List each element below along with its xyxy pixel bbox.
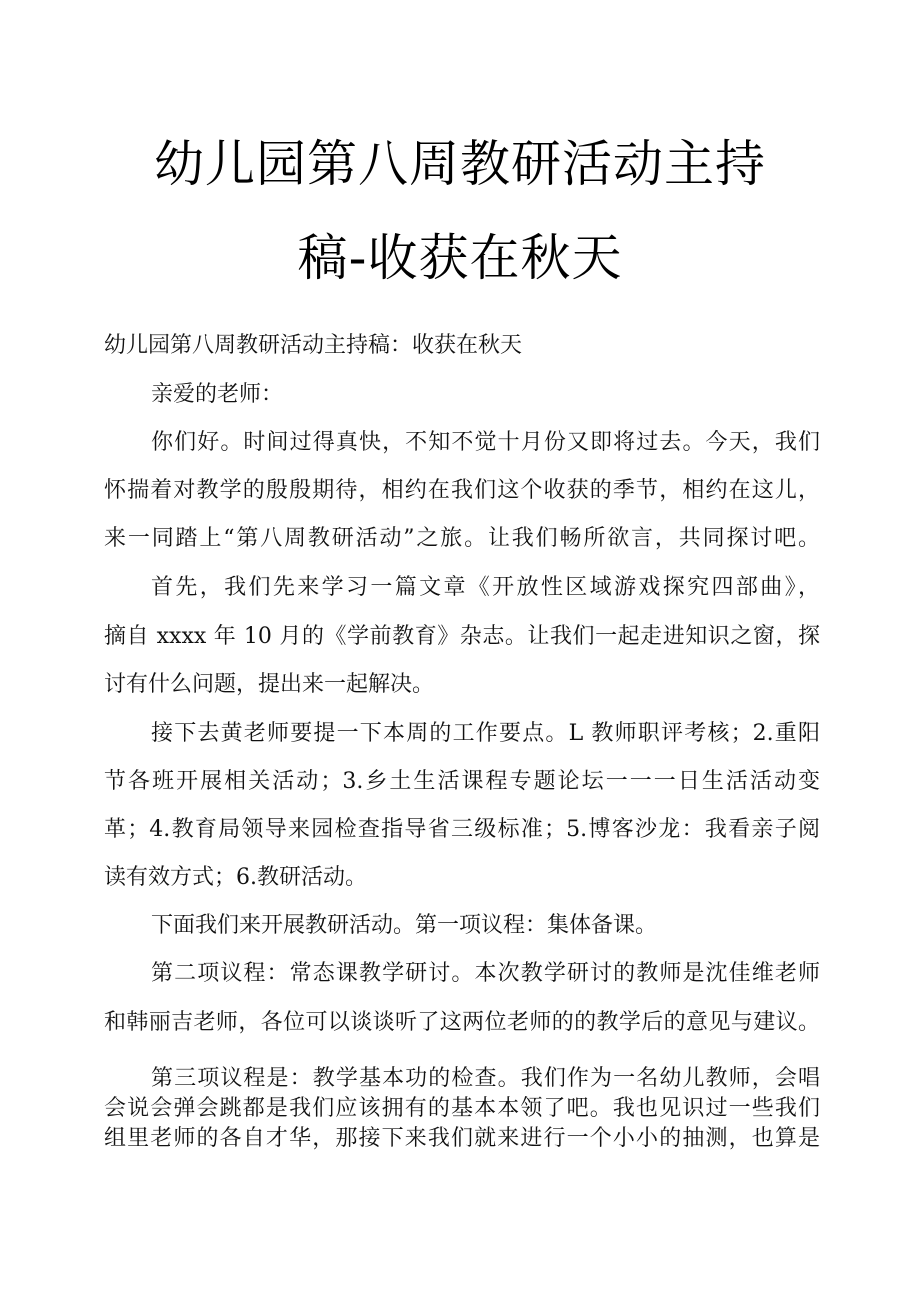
paragraph-3-line-3: 革；4.教育局领导来园检查指导省三级标准；5.博客沙龙：我看亲子阅 bbox=[104, 817, 820, 842]
document-title-line-1: 幼儿园第八周教研活动主持 bbox=[154, 135, 766, 193]
paragraph-3-line-4: 读有效方式；6.教研活动。 bbox=[104, 865, 367, 890]
paragraph-5-line-2: 和韩丽吉老师，各位可以谈谈听了这两位老师的的教学后的意见与建议。 bbox=[104, 1010, 820, 1035]
paragraph-4-line-1: 下面我们来开展教研活动。第一项议程：集体备课。 bbox=[151, 913, 658, 938]
paragraph-2-line-1: 首先，我们先来学习一篇文章《开放性区域游戏探究四部曲》， bbox=[151, 575, 820, 600]
paragraph-1-line-3: 来一同踏上“第八周教研活动”之旅。让我们畅所欲言，共同探讨吧。 bbox=[104, 526, 820, 551]
document-title-line-2: 稿-收获在秋天 bbox=[297, 229, 623, 287]
paragraph-5-line-1: 第二项议程：常态课教学研讨。本次教学研讨的教师是沈佳维老师 bbox=[151, 961, 820, 986]
paragraph-3-line-2: 节各班开展相关活动；3.乡土生活课程专题论坛一一一日生活活动变 bbox=[104, 769, 820, 794]
document-subtitle: 幼儿园第八周教研活动主持稿：收获在秋天 bbox=[104, 333, 523, 358]
paragraph-3-line-1: 接下去黄老师要提一下本周的工作要点。L 教师职评考核；2.重阳 bbox=[151, 721, 820, 746]
paragraph-2-line-2: 摘自 xxxx 年 10 月的《学前教育》杂志。让我们一起走进知识之窗，探 bbox=[104, 624, 820, 649]
paragraph-6-line-3: 组里老师的各自才华，那接下来我们就来进行一个小小的抽测，也算是 bbox=[104, 1126, 820, 1151]
paragraph-6-line-1: 第三项议程是：教学基本功的检查。我们作为一名幼儿教师，会唱 bbox=[151, 1066, 820, 1091]
paragraph-1-line-1: 你们好。时间过得真快，不知不觉十月份又即将过去。今天，我们 bbox=[151, 430, 820, 455]
paragraph-2-line-3: 讨有什么问题，提出来一起解决。 bbox=[104, 672, 435, 697]
paragraph-6-line-2: 会说会弹会跳都是我们应该拥有的基本本领了吧。我也见识过一些我们 bbox=[104, 1096, 820, 1121]
greeting: 亲爱的老师： bbox=[151, 382, 284, 407]
paragraph-1-line-2: 怀揣着对教学的殷殷期待，相约在我们这个收获的季节，相约在这儿， bbox=[104, 478, 820, 503]
